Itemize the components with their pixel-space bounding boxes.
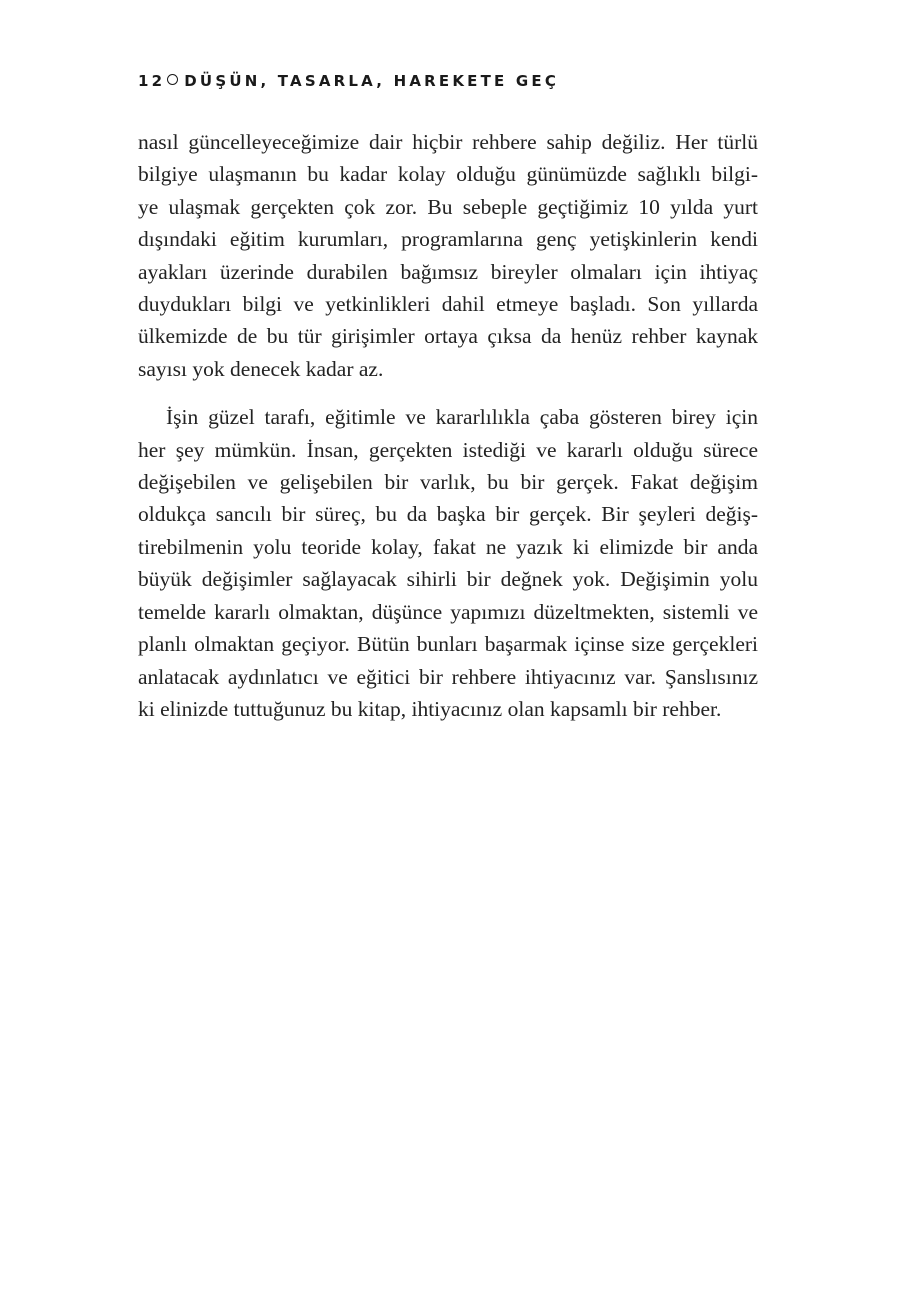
running-header [138,72,559,90]
separator-circle-icon [167,74,178,85]
text-line: ki elinizde tuttuğunuz bu kitap, ihtiyacınız olan kapsamlı bir rehber. [138,696,722,721]
page-number: 12 [138,72,166,90]
text-line: oldukça sancılı bir süreç, bu da başka bir gerçek. Bir şeyleri değiş- [138,502,758,527]
text-line: dışındaki eğitim kurumları, programlarına genç yetişkinlerin kendi [138,227,758,252]
text-line: ülkemizde de bu tür girişimler ortaya çıksa da henüz rehber kaynak [138,324,758,349]
text-line: büyük değişimler sağlayacak sihirli bir değnek yok. Değişimin yolu [138,567,758,592]
body-text [138,126,758,725]
text-line: duydukları bilgi ve yetkinlikleri dahil etmeye başladı. Son yıllarda [138,292,758,317]
text-line: bilgiye ulaşmanın bu kadar kolay olduğu günümüzde sağlıklı bilgi- [138,162,758,187]
paragraph-2 [138,401,758,725]
text-line: temelde kararlı olmaktan, düşünce yapımızı düzeltmekten, sistemli ve [138,599,758,624]
paragraph-1 [138,126,758,385]
text-line: sayısı yok denecek kadar az. [138,356,384,381]
text-line: planlı olmaktan geçiyor. Bütün bunları başarmak içinse size gerçekleri [138,632,758,657]
text-line: ayakları üzerinde durabilen bağımsız bireyler olmaları için ihtiyaç [138,259,758,284]
text-line: tirebilmenin yolu teoride kolay, fakat ne yazık ki elimizde bir anda [138,534,758,559]
text-line: ye ulaşmak gerçekten çok zor. Bu sebeple geçtiğimiz 10 yılda yurt [138,194,758,219]
text-line: anlatacak aydınlatıcı ve eğitici bir rehbere ihtiyacınız var. Şanslısınız [138,664,758,689]
book-title: DÜŞÜN, TASARLA, HAREKETE GEÇ [184,72,560,90]
paragraph-spacer [138,385,758,401]
text-line: nasıl güncelleyeceğimize dair hiçbir rehbere sahip değiliz. Her türlü [138,130,758,154]
text-line: İşin güzel tarafı, eğitimle ve kararlılıkla çaba gösteren birey için [166,405,758,430]
text-line: değişebilen ve gelişebilen bir varlık, bu bir gerçek. Fakat değişim [138,470,758,495]
text-line: her şey mümkün. İnsan, gerçekten istediği ve kararlı olduğu sürece [138,437,758,462]
